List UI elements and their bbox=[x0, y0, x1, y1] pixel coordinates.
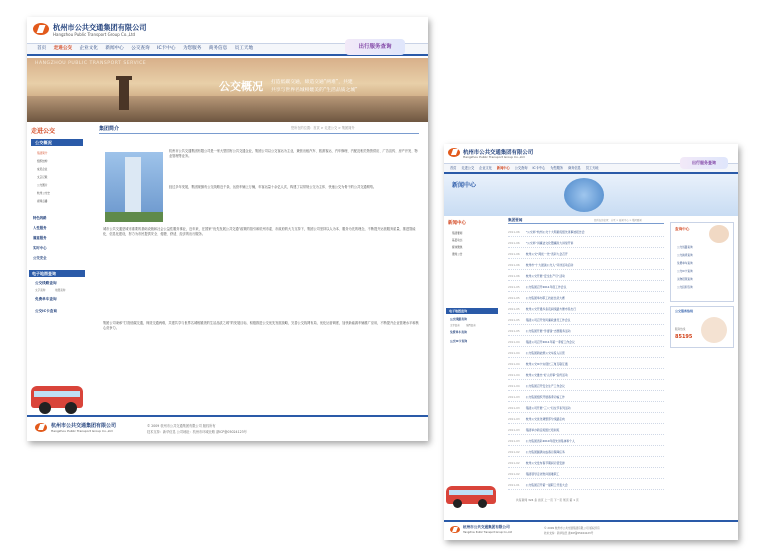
news-title[interactable]: 公交集团开展“学雷锋”志愿服务活动 bbox=[525, 329, 571, 333]
news-list-item[interactable] bbox=[508, 340, 664, 347]
sidebar-item-base-news[interactable]: 基层动态 bbox=[452, 239, 463, 242]
news-pager[interactable]: 共有新闻 324 条 首页 上一页 下一页 尾页 第 1 页 bbox=[516, 498, 579, 502]
news-list-item[interactable] bbox=[508, 362, 664, 369]
right-link-ic[interactable]: 公交IC卡查询 bbox=[677, 270, 693, 273]
news-banner bbox=[444, 174, 738, 216]
news-list-item[interactable] bbox=[508, 252, 664, 259]
sidebar-link-humane[interactable]: 人性服务 bbox=[33, 226, 47, 230]
news-list-item[interactable] bbox=[508, 373, 664, 380]
news-list-item[interactable] bbox=[508, 439, 664, 446]
news-content-title: 集团要闻 bbox=[508, 218, 664, 224]
banner-title-2: 新闻中心 bbox=[452, 182, 477, 189]
sidebar-item-history[interactable]: 杭州公交史 bbox=[37, 192, 50, 195]
news-title[interactable]: 杭州公交IC卡实现长三角互联互通 bbox=[525, 362, 568, 366]
nav-staff[interactable]: 员工天地 bbox=[234, 46, 254, 51]
globe-icon bbox=[564, 178, 604, 212]
content-title: 集团简介 bbox=[99, 125, 419, 134]
news-date: 2011-05 bbox=[508, 318, 520, 322]
headquarters-photo bbox=[105, 152, 163, 222]
travel-query-badge[interactable]: 出行服务查询 bbox=[680, 157, 728, 169]
news-date: 2011-02 bbox=[508, 472, 520, 476]
news-list-item[interactable] bbox=[508, 318, 664, 325]
footer-logo-icon bbox=[35, 423, 47, 432]
sidebar-title-2: 新闻中心 bbox=[448, 221, 466, 226]
about-banner bbox=[27, 58, 428, 122]
tower-shape bbox=[125, 157, 141, 217]
news-date: 2011-03 bbox=[508, 439, 520, 443]
bus-route-query-button[interactable]: 公交线路查询 bbox=[450, 317, 467, 321]
right-link-complaint[interactable]: 公交投诉咨询 bbox=[677, 286, 693, 289]
sidebar-section-header[interactable]: 公交概况 bbox=[31, 139, 83, 146]
company-name-en: Hangzhou Public Transport Group Co.,Ltd bbox=[53, 32, 136, 37]
sidebar-item-video[interactable]: 视频点播 bbox=[37, 200, 48, 203]
company-name-cn-2: 杭州市公共交通集团有限公司 bbox=[463, 150, 534, 156]
news-title[interactable]: “公交杯”杭州公交十大明星班组先进事迹报告会 bbox=[525, 230, 585, 234]
hotline-title: 公交服务热线 bbox=[675, 309, 694, 313]
news-list-item[interactable] bbox=[508, 461, 664, 468]
sidebar-title: 走进公交 bbox=[31, 128, 56, 135]
news-date: 2011-06 bbox=[508, 241, 520, 245]
news-title[interactable]: 杭州公交推出“好人好事”宣传活动 bbox=[525, 373, 568, 377]
nav-business[interactable]: 商务信息 bbox=[208, 46, 228, 51]
bus-image bbox=[446, 486, 496, 504]
news-date: 2011-04 bbox=[508, 373, 520, 377]
news-title[interactable]: 杭州公交开通多条夜间线路方便市民出行 bbox=[525, 307, 577, 311]
page-about-screenshot bbox=[27, 17, 428, 441]
news-title[interactable]: 杭州市“十大最美公交人”评选活动启动 bbox=[525, 263, 574, 267]
intro-paragraph-1: 杭州市公共交通集团有限公司是一家大型国有公共交通企业，集团公司以公交客运为主业，兼营出租汽车、旅游客运、汽车修理、汽配及相关物资供应、广告宣传、房产开发、物业管理等业务。 bbox=[169, 149, 418, 159]
news-date: 2011-05 bbox=[508, 307, 520, 311]
nav-home[interactable]: 首页 bbox=[450, 166, 457, 170]
text-query-link[interactable]: 文字查询 bbox=[450, 324, 460, 327]
pagoda-roof-icon bbox=[116, 76, 132, 80]
map-query-link[interactable]: 地图查询 bbox=[466, 324, 476, 327]
nav-query[interactable]: 公交查询 bbox=[131, 46, 150, 51]
news-list-item[interactable] bbox=[508, 395, 664, 402]
right-link-lost[interactable]: 失物招领查询 bbox=[677, 278, 693, 281]
news-list-item[interactable] bbox=[508, 406, 664, 413]
sidebar-link-satisfaction[interactable]: 满意服务 bbox=[33, 236, 47, 240]
news-title[interactable]: 集团公司召开2011年第一季度工作会议 bbox=[525, 340, 575, 344]
news-date: 2011-01 bbox=[508, 483, 520, 487]
news-title[interactable]: 公交集团召开安全生产工作会议 bbox=[525, 384, 565, 388]
nav-query[interactable]: 公交查询 bbox=[514, 166, 528, 170]
news-list-item[interactable] bbox=[508, 274, 664, 281]
nav-ic-card[interactable]: IC卡中心 bbox=[157, 46, 176, 51]
site-footer bbox=[27, 415, 428, 441]
news-date: 2011-03 bbox=[508, 428, 520, 432]
news-list-item[interactable] bbox=[508, 307, 664, 314]
nav-service[interactable]: 为您服务 bbox=[182, 46, 202, 51]
bus-route-query-button[interactable]: 公交线路查询 bbox=[35, 281, 57, 285]
right-link-bike[interactable]: 免费单车查询 bbox=[677, 262, 693, 265]
pagoda-icon bbox=[119, 80, 129, 110]
news-title[interactable]: 公交集团召开2011年度工作会议 bbox=[525, 285, 567, 289]
hotline-number[interactable]: 85195 bbox=[675, 334, 693, 340]
news-breadcrumb: 您所在的位置：首页 > 新闻中心 > 集团要闻 bbox=[594, 219, 642, 222]
news-title[interactable]: 杭州公交优化调整部分线路走向 bbox=[525, 417, 565, 421]
news-date: 2011-02 bbox=[508, 461, 520, 465]
query-center-widget bbox=[670, 222, 734, 302]
footer-copyright-2: © 2009 杭州市公共交通集团有限公司 版权所有 bbox=[544, 527, 600, 530]
news-title[interactable]: 集团举办新任班组长培训班 bbox=[525, 428, 560, 432]
bus-wheel-icon bbox=[65, 402, 77, 414]
breadcrumb: 您所在的位置：首页 > 走进公交 > 集团简介 bbox=[291, 126, 355, 130]
news-list-item[interactable] bbox=[508, 263, 664, 270]
news-list-item[interactable] bbox=[508, 450, 664, 457]
footer-company-en-2: Hangzhou Public Transport Group Co.,Ltd bbox=[463, 531, 513, 534]
news-title[interactable]: 集团领导走访慰问困难职工 bbox=[525, 472, 560, 476]
banner-title: 公交概况 bbox=[219, 80, 263, 93]
news-date: 2011-03 bbox=[508, 406, 520, 410]
text-query-link[interactable]: 文字查询 bbox=[35, 289, 46, 292]
news-date: 2011-02 bbox=[508, 450, 520, 454]
nav-home[interactable]: 首页 bbox=[37, 46, 47, 51]
bus-image bbox=[31, 386, 83, 408]
sidebar-item-notice[interactable]: 通知公告 bbox=[452, 253, 463, 256]
right-link-transfer[interactable]: 公交换乘查询 bbox=[677, 254, 693, 257]
banner-lake bbox=[27, 96, 428, 122]
bike-query-button[interactable]: 免费单车查询 bbox=[35, 297, 57, 301]
footer-copyright: © 2009 杭州市公共交通集团有限公司 版权所有 bbox=[147, 424, 216, 428]
news-list-item[interactable] bbox=[508, 351, 664, 358]
operator-avatar bbox=[701, 317, 727, 343]
news-list-item[interactable] bbox=[508, 384, 664, 391]
news-title[interactable]: 公交集团组织开展春季运输工作 bbox=[525, 395, 565, 399]
news-title[interactable]: 公交集团圆满完成春运保障任务 bbox=[525, 450, 565, 454]
news-title[interactable]: 公交集团新能源公交车投入运营 bbox=[525, 351, 565, 355]
news-list-item[interactable] bbox=[508, 483, 664, 490]
nav-business[interactable]: 商务信息 bbox=[567, 166, 581, 170]
news-title[interactable]: 杭州公交“两优一先”表彰大会召开 bbox=[525, 252, 568, 256]
sidebar-link-routes[interactable]: 特色线路 bbox=[33, 216, 47, 220]
news-date: 2011-06 bbox=[508, 274, 520, 278]
company-name-cn: 杭州市公共交通集团有限公司 bbox=[53, 23, 147, 32]
sidebar-item-media[interactable]: 媒体聚焦 bbox=[452, 246, 463, 249]
news-date: 2011-03 bbox=[508, 395, 520, 399]
sidebar-item-photos[interactable]: 公交图片 bbox=[37, 184, 48, 187]
banner-sub-2: 共享与世界名城相媲美的“生活品质之城” bbox=[271, 88, 358, 93]
site-footer-2 bbox=[444, 520, 738, 540]
footer-company-en: Hangzhou Public Transport Group Co.,Ltd bbox=[51, 429, 113, 433]
news-date: 2011-04 bbox=[508, 384, 520, 388]
travel-query-badge[interactable]: 出行服务查询 bbox=[345, 39, 405, 55]
logo-icon[interactable] bbox=[33, 23, 49, 35]
sidebar-item-structure[interactable]: 组织结构 bbox=[37, 160, 48, 163]
news-list-item[interactable] bbox=[508, 428, 664, 435]
trees-shape bbox=[105, 212, 163, 222]
news-list-item[interactable] bbox=[508, 241, 664, 248]
nav-ic-card[interactable]: IC卡中心 bbox=[532, 166, 546, 170]
sidebar-2 bbox=[444, 218, 500, 508]
nav-staff[interactable]: 员工天地 bbox=[585, 166, 599, 170]
news-date: 2011-05 bbox=[508, 285, 520, 289]
bus-wheel-icon bbox=[478, 499, 487, 508]
sidebar-item-group-news[interactable]: 集团要闻 bbox=[452, 232, 463, 235]
map-query-header: 电子地图查询 bbox=[29, 270, 85, 277]
news-title[interactable]: 公交集团表彰2010年度先进集体和个人 bbox=[525, 439, 575, 443]
news-title[interactable]: “公交杯”讲廉洁文化暨廉政大讲堂开讲 bbox=[525, 241, 574, 245]
banner-en-text: HANGZHOU PUBLIC TRANSPORT SERVICE bbox=[35, 61, 147, 66]
news-title[interactable]: 公交集团举办职工技能比武大赛 bbox=[525, 296, 565, 300]
intro-paragraph-3: 城市公共交通是城市重要的基础设施和社会公益性服务事业，近年来，在国家“优先发展公共交通”政策的指引和杭州市委、市政府的大力支持下，集团公司坚持以人为本、服务为先的理念，不断提升运营服务质量，推进智能化、信息化建设，努力为市民提供安全、便捷、舒适、经济的出行服务。 bbox=[103, 227, 416, 237]
news-list-item[interactable] bbox=[508, 230, 664, 237]
map-query-header-2: 电子地图查询 bbox=[446, 308, 498, 314]
page-news-screenshot bbox=[444, 144, 738, 540]
sidebar-item-records[interactable]: 文章记载 bbox=[37, 176, 48, 179]
news-title[interactable]: 集团公司召开党风廉政建设工作会议 bbox=[525, 318, 571, 322]
hotline-sub: 服务热线 bbox=[675, 328, 686, 331]
bus-wheel-icon bbox=[453, 499, 462, 508]
sidebar bbox=[27, 122, 87, 422]
sidebar-link-safety[interactable]: 公交安全 bbox=[33, 256, 47, 260]
news-date: 2011-03 bbox=[508, 417, 520, 421]
ic-card-query-button[interactable]: 公交IC卡查询 bbox=[35, 309, 57, 313]
footer-logo-icon bbox=[450, 526, 460, 533]
news-date: 2011-06 bbox=[508, 263, 520, 267]
nav-about[interactable]: 走进公交 bbox=[461, 166, 475, 170]
footer-address-2: 技术支持：新华信息 浙ICP备05024123号 bbox=[544, 532, 594, 535]
news-date: 2011-06 bbox=[508, 252, 520, 256]
nav-service[interactable]: 为您服务 bbox=[550, 166, 563, 170]
news-list-item[interactable] bbox=[508, 329, 664, 336]
footer-company-name: 杭州市公共交通集团有限公司 bbox=[51, 423, 117, 429]
nav-news[interactable]: 新闻中心 bbox=[496, 166, 510, 170]
nav-culture[interactable]: 企业文化 bbox=[79, 46, 98, 51]
nav-about[interactable]: 走进公交 bbox=[53, 46, 73, 51]
sidebar-link-realtime[interactable]: 实时中心 bbox=[33, 246, 47, 250]
sidebar-item-members[interactable]: 成员企业 bbox=[37, 168, 48, 171]
service-staff-avatar bbox=[709, 225, 729, 243]
right-link-route[interactable]: 公交线路查询 bbox=[677, 246, 693, 249]
bus-wheel-icon bbox=[39, 402, 51, 414]
nav-culture[interactable]: 企业文化 bbox=[479, 166, 492, 170]
logo-icon[interactable] bbox=[448, 148, 460, 157]
news-date: 2011-05 bbox=[508, 296, 520, 300]
news-date: 2011-04 bbox=[508, 362, 520, 366]
news-title[interactable]: 杭州公交开展“安全生产月”活动 bbox=[525, 274, 565, 278]
news-list-item[interactable] bbox=[508, 417, 664, 424]
news-title[interactable]: 杭州公交发布春节期间运营安排 bbox=[525, 461, 565, 465]
sidebar-item-intro[interactable]: 集团简介 bbox=[37, 152, 48, 155]
news-title[interactable]: 集团公司开展“三八”妇女节系列活动 bbox=[525, 406, 571, 410]
query-center-title: 查询中心 bbox=[675, 227, 690, 231]
intro-paragraph-2: 经过多年发展，集团现拥有公交线路近千条，运营车辆上万辆，年客运量十余亿人次，构建了以常规公交为主体、快速公交为骨干的公共交通网络。 bbox=[169, 185, 377, 189]
news-date: 2011-04 bbox=[508, 340, 520, 344]
nav-news[interactable]: 新闻中心 bbox=[105, 46, 124, 51]
banner-sub-1: 打造低碳交通，缔造交通“两难”，共建 bbox=[271, 80, 353, 85]
hotline-widget bbox=[670, 306, 734, 348]
news-list-item[interactable] bbox=[508, 285, 664, 292]
news-list-item[interactable] bbox=[508, 296, 664, 303]
intro-paragraph-4: 集团公司秉承“打造低碳交通，缔造交通两难，共建共享与世界名城相媲美的生活品质之城”的发展目标，积极推进公交优先发展战略，完善公交线网布局，优化运营调度，加快新能源车辆推广应用，不断提升企业管理水平和核心竞争力。 bbox=[103, 321, 419, 331]
map-query-link[interactable]: 地图查询 bbox=[55, 289, 66, 292]
ic-card-query-button[interactable]: 公交IC卡查询 bbox=[450, 339, 468, 343]
footer-address: 技术支持：新华信息 公司地址：杭州市环城北路 浙ICP备05024123号 bbox=[147, 430, 247, 434]
news-list-item[interactable] bbox=[508, 472, 664, 479]
bike-query-button[interactable]: 免费单车查询 bbox=[450, 330, 467, 334]
news-date: 2011-06 bbox=[508, 230, 520, 234]
news-date: 2011-05 bbox=[508, 329, 520, 333]
company-name-en-2: Hangzhou Public Transport Group Co.,Ltd bbox=[463, 155, 525, 159]
news-title[interactable]: 公交集团召开第一届职工代表大会 bbox=[525, 483, 568, 487]
news-date: 2011-04 bbox=[508, 351, 520, 355]
footer-company-name-2: 杭州市公共交通集团有限公司 bbox=[463, 525, 510, 529]
